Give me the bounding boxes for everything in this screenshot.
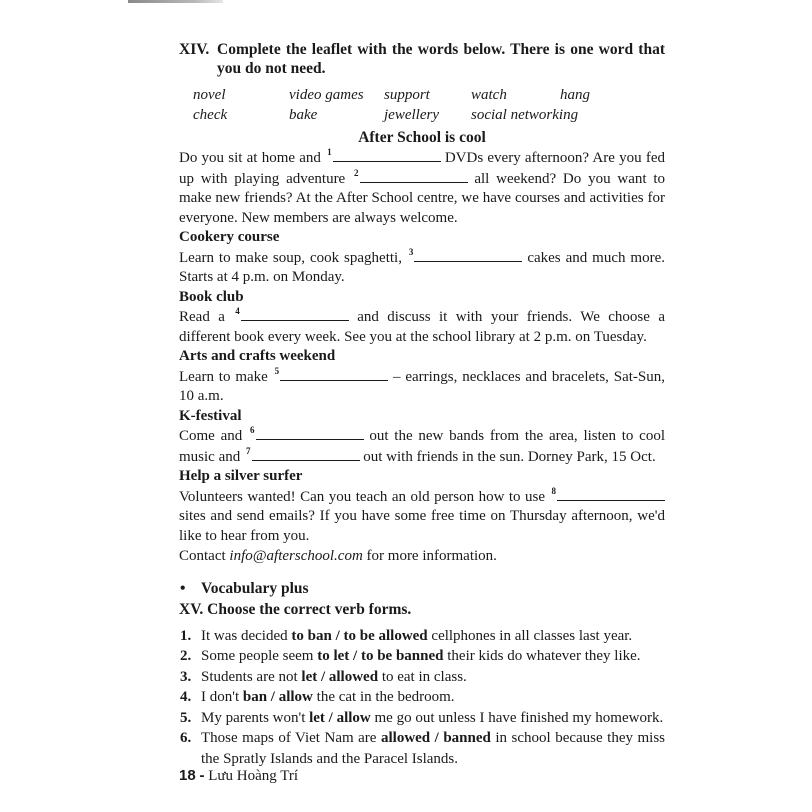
section-text-cookery: [179, 248, 665, 288]
section-text: cakes and much more. Starts at 4 p.m. on Monday.: [179, 249, 665, 285]
gap-number: 3: [408, 246, 414, 257]
page-content: [179, 40, 665, 769]
exercise-14-instruction: [179, 40, 665, 78]
verb-options[interactable]: to let / to be banned: [317, 648, 444, 664]
question-text: Some people seem: [201, 648, 314, 664]
section-text: out the new bands from the area, listen to cool music and: [179, 428, 665, 465]
word-bank-item: hang: [560, 87, 590, 103]
section-text: Read a: [179, 309, 225, 325]
footer-separator: -: [199, 767, 205, 784]
answer-blank-2[interactable]: [360, 169, 468, 183]
answer-blank-4[interactable]: [241, 307, 349, 321]
verb-options[interactable]: ban / allow: [242, 689, 313, 705]
section-heading-silver-surfer: Help a silver surfer: [179, 468, 303, 484]
question-text: Those maps of Viet Nam are: [201, 730, 377, 746]
gap-number: 4: [235, 306, 240, 316]
exercise-15-title: XV. Choose the correct verb forms.: [179, 600, 412, 618]
question-item: [179, 708, 665, 729]
vocabulary-plus-heading: [179, 579, 665, 599]
section-text: out with friends in the sun. Dorney Park, 15 Oct.: [363, 448, 656, 465]
instruction-text: Complete the leaflet with the words below. There is one word that you do not need.: [217, 41, 665, 77]
intro-text: Do you sit at home and: [179, 150, 321, 166]
gap-number: 2: [354, 167, 359, 178]
question-text: in school because they miss the Spratly Islands and the Paracel Islands.: [201, 730, 666, 767]
answer-blank-7[interactable]: [252, 447, 360, 461]
contact-prefix: Contact: [179, 548, 226, 564]
question-item: [179, 626, 665, 647]
question-text: me go out unless I have finished my homework.: [374, 709, 664, 726]
top-divider: [128, 0, 223, 3]
answer-blank-8[interactable]: [557, 487, 665, 501]
section-text-arts-crafts: [179, 367, 665, 407]
question-number: 6.: [180, 730, 192, 746]
answer-blank-3[interactable]: [414, 248, 522, 262]
gap-number: 7: [246, 445, 251, 456]
answer-blank-5[interactable]: [280, 367, 388, 381]
question-item: [179, 646, 665, 667]
question-number: 3.: [180, 668, 192, 685]
word-bank: [193, 86, 665, 125]
contact-line: [179, 547, 665, 567]
leaflet-intro: [179, 148, 665, 228]
gap-number: 8: [551, 485, 557, 496]
question-text: cellphones in all classes last year.: [431, 627, 633, 644]
section-text: Learn to make soup, cook spaghetti,: [179, 249, 402, 266]
exercise-number: XIV.: [179, 41, 210, 58]
question-text: I don't: [201, 689, 240, 705]
gap-number: 1: [327, 147, 332, 157]
section-heading-arts-crafts: Arts and crafts weekend: [179, 348, 336, 364]
word-bank-item: jewellery: [384, 106, 439, 123]
vocabulary-plus-label: Vocabulary plus: [201, 579, 309, 597]
question-item: [179, 667, 665, 688]
question-text: the cat in the bedroom.: [316, 689, 455, 705]
word-bank-item: check: [193, 106, 228, 123]
page-number: 18: [179, 767, 196, 784]
word-bank-item: bake: [289, 106, 318, 123]
gap-number: 6: [250, 425, 255, 435]
question-number: 4.: [180, 689, 192, 705]
gap-number: 5: [274, 365, 280, 376]
verb-options[interactable]: to ban / to be allowed: [291, 627, 428, 644]
leaflet-title: After School is cool: [358, 129, 486, 146]
question-number: 2.: [180, 648, 192, 664]
word-bank-row: [193, 106, 665, 126]
word-bank-item: support: [384, 87, 430, 103]
word-bank-item: novel: [193, 87, 226, 103]
verb-options[interactable]: let / allowed: [301, 668, 379, 685]
verb-options[interactable]: allowed / banned: [380, 730, 491, 746]
section-heading-k-festival: K-festival: [179, 407, 242, 424]
contact-suffix: for more information.: [366, 548, 497, 564]
question-text: their kids do whatever they like.: [447, 648, 641, 664]
intro-text: DVDs every afternoon? Are you fed up with playing adventure: [179, 150, 665, 187]
page-footer: [179, 766, 298, 786]
word-bank-item: watch: [471, 87, 507, 103]
author-name: Lưu Hoàng Trí: [208, 768, 298, 784]
section-text: – earrings, necklaces and bracelets, Sat-Sun, 10 a.m.: [179, 368, 666, 404]
question-item: [179, 728, 665, 769]
question-text: It was decided: [201, 627, 288, 644]
contact-email: info@afterschool.com: [229, 548, 363, 564]
word-bank-item: video games: [289, 87, 364, 103]
section-text: sites and send emails? If you have some free time on Thursday afternoon, we'd like to hear from you.: [179, 508, 665, 544]
section-heading-book-club: Book club: [179, 288, 244, 305]
section-text-book-club: [179, 307, 665, 347]
question-list: [179, 626, 665, 770]
question-number: 5.: [180, 709, 192, 726]
section-heading-cookery: Cookery course: [179, 229, 280, 245]
section-text-k-festival: [179, 426, 665, 467]
section-text-silver-surfer: [179, 487, 665, 547]
section-text: Volunteers wanted! Can you teach an old person how to use: [179, 488, 546, 505]
word-bank-item: social networking: [471, 106, 579, 123]
question-text: to eat in class.: [381, 668, 467, 685]
section-text: Learn to make: [179, 368, 268, 385]
bullet-icon: •: [180, 579, 186, 597]
intro-text: all weekend? Do you want to make new friends? At the After School centre, we have courses and activities for everyone. New members are always welcome.: [179, 170, 666, 226]
word-bank-row: [193, 86, 665, 106]
question-text: Students are not: [201, 668, 298, 685]
section-text: and discuss it with your friends. We choose a different book every week. See you at the school library at 2 p.m. on Tuesday.: [179, 309, 665, 345]
question-item: [179, 687, 665, 708]
answer-blank-6[interactable]: [256, 426, 364, 440]
section-text: Come and: [179, 428, 243, 444]
question-number: 1.: [180, 627, 192, 644]
answer-blank-1[interactable]: [333, 148, 441, 162]
question-text: My parents won't: [201, 709, 306, 726]
verb-options[interactable]: let / allow: [309, 709, 371, 726]
